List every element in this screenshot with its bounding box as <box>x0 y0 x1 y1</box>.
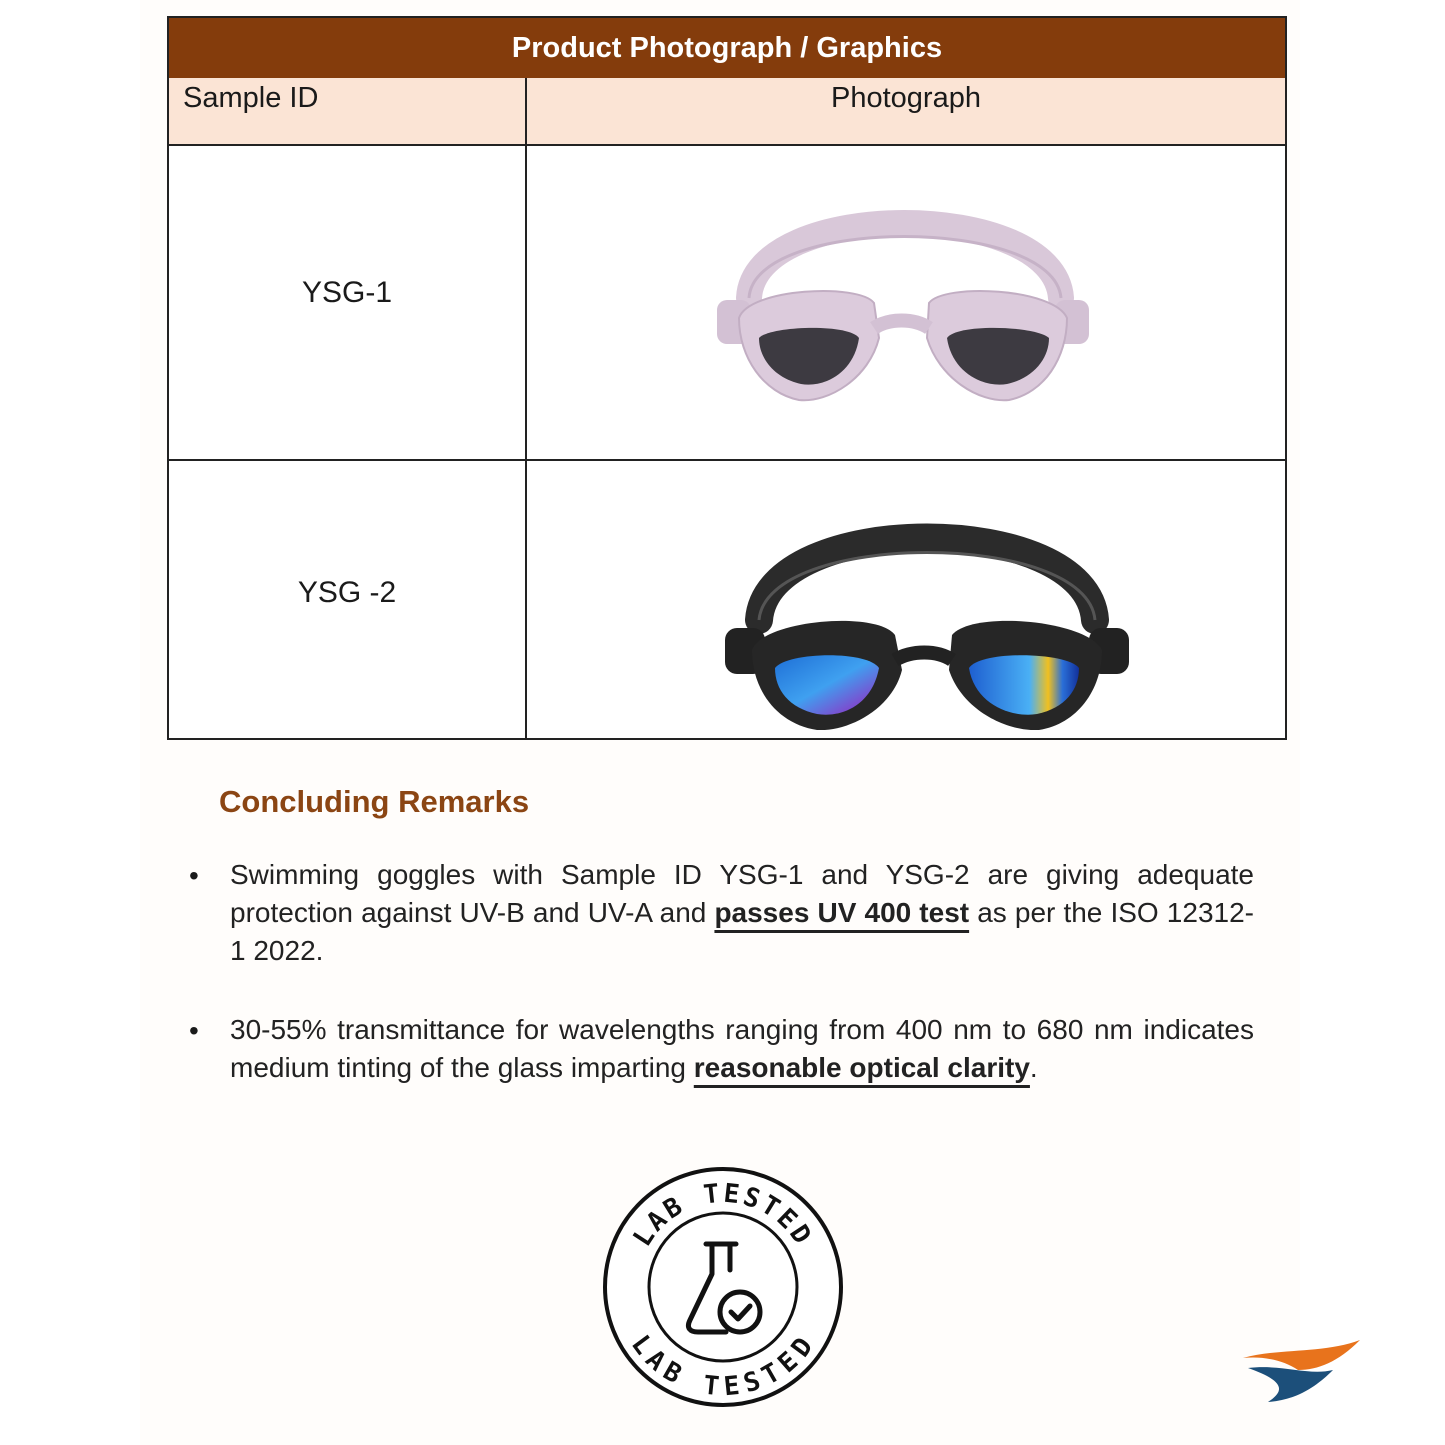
goggles-black-photo <box>717 500 1137 730</box>
remark-emphasis: passes UV 400 test <box>714 897 970 928</box>
remark-item <box>230 1011 1254 1087</box>
table-header-row <box>169 78 1285 146</box>
remark-text: . <box>1029 1052 1038 1083</box>
sample-id-cell: YSG -2 <box>297 576 397 609</box>
header-photograph: Photograph <box>831 82 981 114</box>
remark-text: 30-55% transmittance for wavelengths ranging from 400 nm to 680 nm indicates medium tinting of the glass imparting <box>230 1014 1254 1083</box>
stamp-bottom-text: LAB TESTED <box>624 1330 822 1403</box>
sample-id-cell: YSG-1 <box>301 276 393 309</box>
concluding-remarks-title: Concluding Remarks <box>219 784 530 819</box>
swoosh-logo-icon <box>1238 1340 1363 1405</box>
remark-text: Swimming goggles with Sample ID YSG-1 and YSG-2 are giving adequate protection against UV-B and UV-A and <box>230 859 1254 928</box>
bullet-icon: • <box>189 860 199 891</box>
lab-tested-stamp <box>598 1162 848 1412</box>
bullet-icon: • <box>189 1015 199 1046</box>
table-title: Product Photograph / Graphics <box>169 18 1285 80</box>
remark-item <box>230 856 1254 970</box>
remark-text: as per the ISO 12312-1 2022. <box>230 897 1254 966</box>
product-photo-table <box>167 16 1287 740</box>
goggles-lavender-photo <box>709 178 1099 418</box>
stamp-top-text: LAB TESTED <box>627 1178 819 1252</box>
column-divider <box>525 78 527 738</box>
remark-emphasis: reasonable optical clarity <box>693 1052 1030 1083</box>
row-divider <box>169 459 1285 461</box>
header-sample-id: Sample ID <box>183 82 319 114</box>
